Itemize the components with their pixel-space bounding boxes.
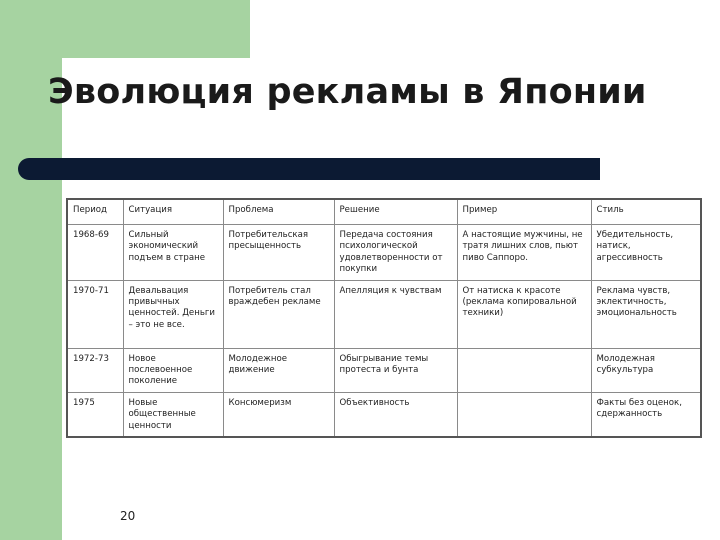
decorative-green-block-side (0, 58, 62, 540)
header-period: Период (67, 199, 123, 225)
cell-solution: Апелляция к чувствам (334, 280, 457, 348)
cell-period: 1970-71 (67, 280, 123, 348)
cell-period: 1975 (67, 392, 123, 437)
cell-style: Реклама чувств, эклектичность, эмоциональность (591, 280, 701, 348)
page-number: 20 (120, 509, 136, 523)
header-problem: Проблема (223, 199, 334, 225)
slide-title: Эволюция рекламы в Японии (48, 72, 647, 112)
title-underline-bar (18, 158, 600, 180)
evolution-table (66, 198, 702, 438)
table-header-row (67, 199, 701, 225)
header-solution: Решение (334, 199, 457, 225)
cell-situation: Девальвация привычных ценностей. Деньги – это не все. (123, 280, 223, 348)
cell-problem: Молодежное движение (223, 348, 334, 392)
cell-solution: Передача состояния психологической удовлетворенности от покупки (334, 225, 457, 281)
cell-problem: Потребительская пресыщенность (223, 225, 334, 281)
cell-situation: Новое послевоенное поколение (123, 348, 223, 392)
cell-example (457, 392, 591, 437)
cell-period: 1968-69 (67, 225, 123, 281)
header-example: Пример (457, 199, 591, 225)
header-style: Стиль (591, 199, 701, 225)
cell-style: Убедительность, натиск, агрессивность (591, 225, 701, 281)
cell-solution: Объективность (334, 392, 457, 437)
cell-situation: Новые общественные ценности (123, 392, 223, 437)
cell-situation: Сильный экономический подъем в стране (123, 225, 223, 281)
decorative-green-block-top (0, 0, 250, 58)
table-row (67, 348, 701, 392)
cell-problem: Потребитель стал враждебен рекламе (223, 280, 334, 348)
cell-problem: Консюмеризм (223, 392, 334, 437)
cell-example (457, 348, 591, 392)
cell-period: 1972-73 (67, 348, 123, 392)
table-row (67, 280, 701, 348)
cell-example: А настоящие мужчины, не тратя лишних слов, пьют пиво Саппоро. (457, 225, 591, 281)
header-situation: Ситуация (123, 199, 223, 225)
cell-style: Факты без оценок, сдержанность (591, 392, 701, 437)
cell-style: Молодежная субкультура (591, 348, 701, 392)
table-row (67, 392, 701, 437)
cell-solution: Обыгрывание темы протеста и бунта (334, 348, 457, 392)
table-row (67, 225, 701, 281)
cell-example: От натиска к красоте (реклама копировальной техники) (457, 280, 591, 348)
